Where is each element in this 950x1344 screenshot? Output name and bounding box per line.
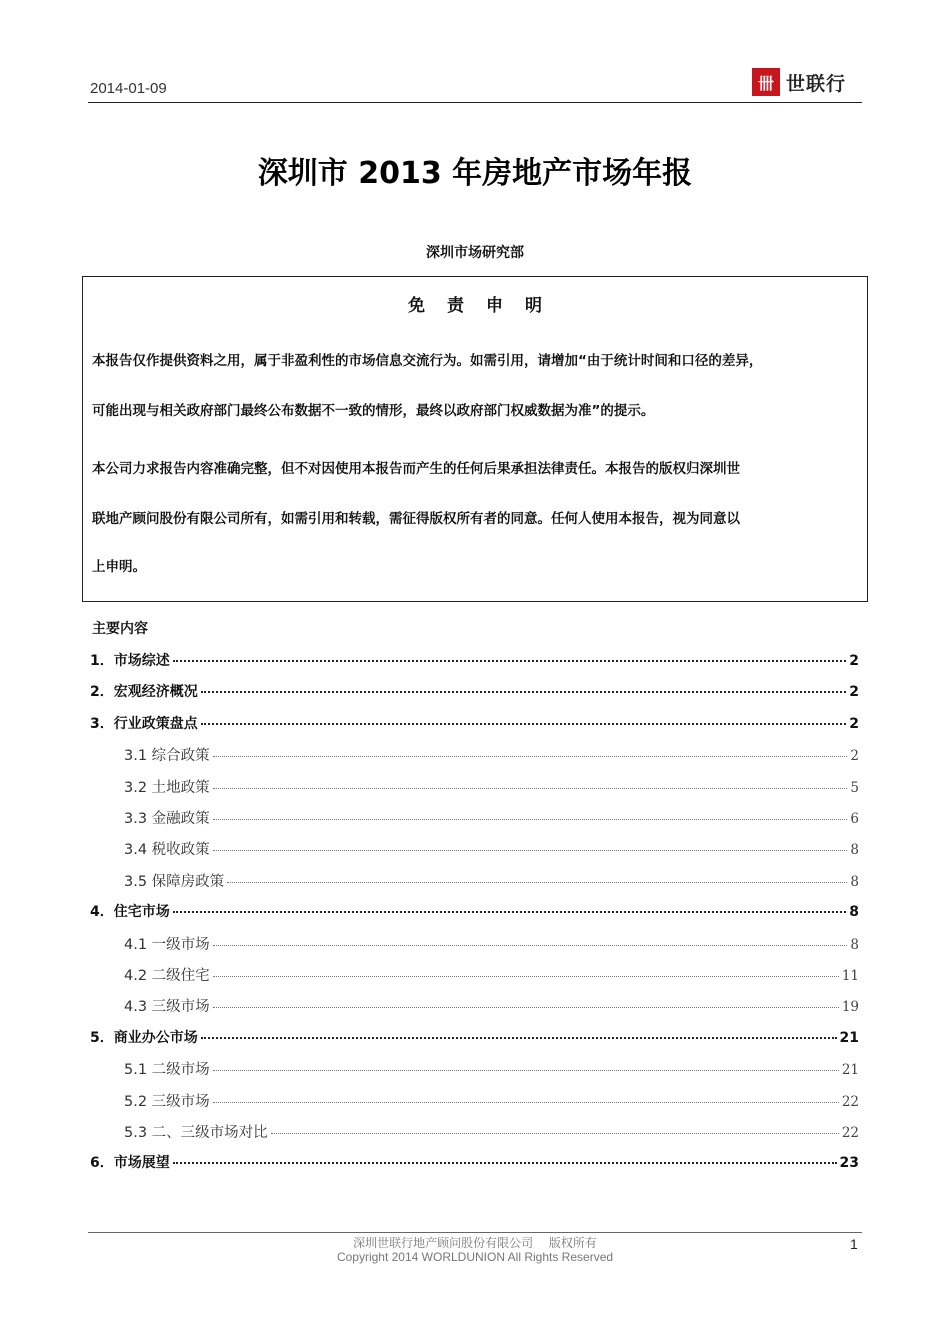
toc-entry-page: 2 — [849, 715, 859, 732]
footer-company: 深圳世联行地产顾问股份有限公司 版权所有 — [353, 1236, 597, 1250]
logo-text: 世联行 — [786, 72, 847, 95]
toc-entry[interactable] — [124, 807, 859, 828]
toc-entry-page: 2 — [849, 684, 859, 701]
disclaimer-title: 免责申明 — [408, 296, 564, 316]
toc-leader-dots — [213, 756, 848, 757]
toc-entry-page: 6 — [850, 811, 859, 827]
toc-entry[interactable] — [124, 870, 859, 891]
toc-leader-dots — [213, 850, 848, 851]
toc-entry-label: 3.2 土地政策 — [124, 779, 210, 796]
toc-entry-label: 4．住宅市场 — [90, 904, 170, 921]
toc-leader-dots — [213, 819, 848, 820]
toc-entry-label: 3.4 税收政策 — [124, 842, 210, 859]
header-date: 2014-01-09 — [90, 80, 167, 97]
disclaimer-box — [82, 276, 868, 602]
toc-entry-label: 5.3 二、三级市场对比 — [124, 1125, 268, 1141]
toc-leader-dots — [213, 1070, 839, 1071]
toc-entry[interactable] — [124, 838, 859, 859]
disclaimer-line: 本公司力求报告内容准确完整，但不对因使用本报告而产生的任何后果承担法律责任。本报告的版权归深圳世 — [92, 461, 740, 477]
footer-copyright: Copyright 2014 WORLDUNION All Rights Reserved — [336, 1250, 614, 1264]
toc-entry-page: 11 — [841, 968, 859, 984]
toc-entry-label: 3.1 综合政策 — [124, 748, 210, 765]
department-name: 深圳市场研究部 — [426, 245, 524, 261]
toc-leader-dots — [213, 1007, 839, 1008]
disclaimer-line: 本报告仅作提供资料之用，属于非盈利性的市场信息交流行为。如需引用，请增加“由于统计时间和口径的差异， — [92, 353, 763, 369]
toc-entry[interactable] — [90, 901, 859, 921]
toc-entry[interactable] — [90, 713, 859, 733]
toc-entry-label: 4.1 一级市场 — [124, 936, 210, 953]
toc-entry-label: 4.2 二级住宅 — [124, 968, 210, 984]
toc-entry-page: 21 — [839, 1029, 859, 1046]
toc-entry[interactable] — [124, 995, 859, 1016]
toc-entry-label: 3.5 保障房政策 — [124, 873, 225, 890]
disclaimer-line: 联地产顾问股份有限公司所有，如需引用和转载，需征得版权所有者的同意。任何人使用本报告，视为同意以 — [92, 511, 740, 527]
toc-leader-dots — [213, 945, 848, 946]
toc-entry-label: 6．市场展望 — [90, 1155, 170, 1172]
page-number: 1 — [850, 1236, 858, 1252]
toc-entry-page: 2 — [850, 748, 859, 765]
toc-entry[interactable] — [124, 964, 859, 985]
toc-leader-dots — [213, 976, 839, 977]
toc-leader-dots — [201, 723, 847, 725]
toc-entry[interactable] — [90, 681, 859, 701]
toc-entry-page: 19 — [841, 999, 859, 1016]
toc-entry[interactable] — [90, 1027, 859, 1047]
header-divider — [88, 102, 862, 103]
toc-entry-label: 5．商业办公市场 — [90, 1029, 198, 1046]
toc-entry-label: 3．行业政策盘点 — [90, 715, 198, 732]
toc-entry-label: 5.2 三级市场 — [124, 1093, 210, 1110]
toc-leader-dots — [201, 1037, 837, 1039]
logo-mark-icon: 卌 — [752, 68, 780, 96]
toc-entry-page: 22 — [841, 1125, 859, 1141]
toc-entry-page: 8 — [850, 936, 859, 953]
toc-entry[interactable] — [124, 1058, 859, 1079]
toc-leader-dots — [213, 1102, 839, 1103]
toc-entry-page: 2 — [849, 653, 859, 669]
toc-entry-label: 2．宏观经济概况 — [90, 684, 198, 701]
toc-entry-label: 5.1 二级市场 — [124, 1062, 210, 1079]
toc-entry-page: 8 — [850, 873, 859, 890]
toc-entry-label: 1．市场综述 — [90, 653, 170, 669]
disclaimer-line: 上申明。 — [92, 559, 146, 575]
toc-entry-page: 22 — [841, 1093, 859, 1110]
toc-entry-page: 5 — [850, 779, 859, 796]
toc-leader-dots — [271, 1133, 839, 1134]
toc-leader-dots — [173, 911, 847, 913]
toc-entry-page: 21 — [841, 1062, 859, 1079]
toc-entry-page: 8 — [849, 904, 859, 921]
toc-entry[interactable] — [124, 1090, 859, 1111]
report-title: 深圳市 2013 年房地产市场年报 — [257, 156, 693, 191]
toc-entry-label: 4.3 三级市场 — [124, 999, 210, 1016]
toc-entry[interactable] — [90, 650, 859, 670]
toc-entry[interactable] — [124, 1121, 859, 1142]
toc-leader-dots — [173, 1162, 837, 1164]
toc-entry[interactable] — [90, 1152, 859, 1172]
company-logo — [752, 68, 846, 96]
toc-leader-dots — [173, 660, 847, 662]
toc-heading: 主要内容 — [92, 621, 148, 637]
toc-leader-dots — [227, 882, 847, 883]
disclaimer-line: 可能出现与相关政府部门最终公布数据不一致的情形，最终以政府部门权威数据为准”的提示。 — [92, 403, 655, 419]
toc-entry[interactable] — [124, 776, 859, 797]
toc-entry-page: 8 — [850, 842, 859, 859]
footer-divider — [88, 1232, 862, 1233]
toc-entry[interactable] — [124, 933, 859, 954]
toc-entry-page: 23 — [839, 1155, 859, 1172]
toc-leader-dots — [213, 788, 848, 789]
toc-entry[interactable] — [124, 744, 859, 765]
toc-entry-label: 3.3 金融政策 — [124, 811, 210, 827]
toc-leader-dots — [201, 691, 847, 693]
